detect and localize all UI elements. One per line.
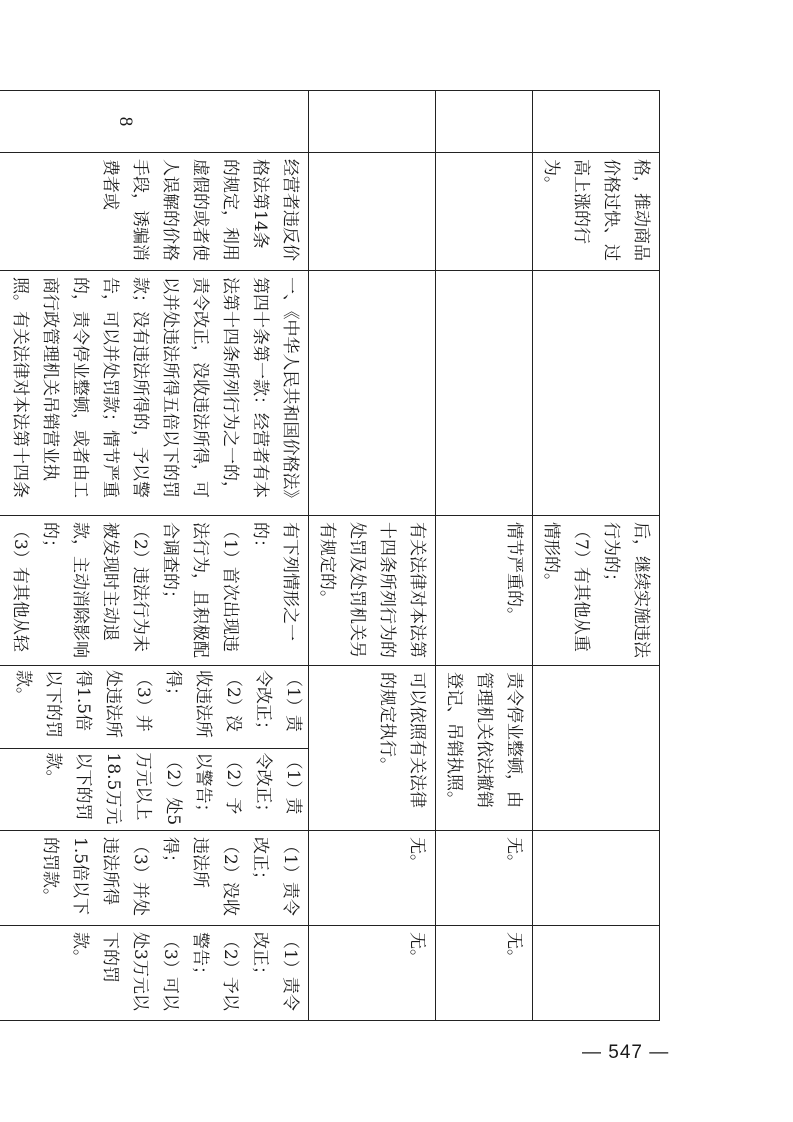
circumstance-cell: 情节严重的。 xyxy=(436,516,533,666)
measure-c-cell xyxy=(533,926,660,1021)
measure-a-cell xyxy=(533,666,660,831)
measure-a1-cell: （1）责令改正； （2）没收违法所得； （3）并处违法所得1.5倍以下的罚款。 xyxy=(0,666,308,748)
table-row xyxy=(309,91,436,1021)
number-cell xyxy=(436,91,533,153)
penalty-table xyxy=(0,90,660,1021)
basis-cell xyxy=(309,271,436,516)
item-cell xyxy=(436,153,533,271)
basis-cell xyxy=(533,271,660,516)
measure-c-cell: 无。 xyxy=(436,926,533,1021)
number-cell: 8 xyxy=(0,91,309,153)
number-cell xyxy=(309,91,436,153)
table-row xyxy=(436,91,533,1021)
table-row xyxy=(533,91,660,1021)
circumstance-cell: 后，继续实施违法行为的； （7）有其他从重情形的。 xyxy=(533,516,660,666)
basis-cell xyxy=(436,271,533,516)
measure-a-split-cell xyxy=(0,666,309,831)
measure-a2-cell: （1）责令改正； （2）予以警告； （2）处5万元以上18.5万元以下的罚款。 xyxy=(43,752,303,826)
measure-a-cell: 责令停业整顿，由管理机关依法撤销登记、吊销执照。 xyxy=(436,666,533,831)
item-cell xyxy=(309,153,436,271)
measure-c-cell: （1）责令改正； （2）予以警告； （3）可以处3万元以下的罚款。 xyxy=(0,926,309,1021)
measure-c-cell: 无。 xyxy=(309,926,436,1021)
measure-b-cell xyxy=(533,831,660,926)
rotated-table-wrapper xyxy=(10,90,660,1020)
circumstance-cell: 有关法律对本法第十四条所列行为的处罚及处罚机关另有规定的。 xyxy=(309,516,436,666)
table-row xyxy=(0,91,309,1021)
item-cell: 格，推动商品价格过快、过高上涨的行为。 xyxy=(533,153,660,271)
basis-cell: 一、《中华人民共和国价格法》第四十条第一款：经营者有本法第十四条所列行为之一的，责令改正，没收违法所得，可以并处违法所得五倍以下的罚款；没有违法所得的，予以警告，可以并处罚款；情节严重的，责令停业整顿，或者由工商行政管理机关吊销营业执照。有关法律对本法第十四条 xyxy=(0,271,309,516)
measure-b-cell: 无。 xyxy=(309,831,436,926)
page-number: — 547 — xyxy=(582,1042,670,1063)
measure-a-cell: 可以依照有关法律的规定执行。 xyxy=(309,666,436,831)
circumstance-cell: 有下列情形之一的： （1）首次出现违法行为，且积极配合调查的； （2）违法行为未被发现时主动退款，主动消除影响的； （3）有其他从轻 xyxy=(0,516,309,666)
measure-a-subtable xyxy=(0,666,308,830)
measure-b-cell: （1）责令改正； （2）没收违法所得； （3）并处违法所得1.5倍以下的罚款。 xyxy=(0,831,309,926)
item-cell: 经营者违反价格法第14条的规定，利用虚假的或者使人误解的价格手段，诱骗消费者或 xyxy=(0,153,309,271)
measure-b-cell: 无。 xyxy=(436,831,533,926)
number-cell xyxy=(533,91,660,153)
